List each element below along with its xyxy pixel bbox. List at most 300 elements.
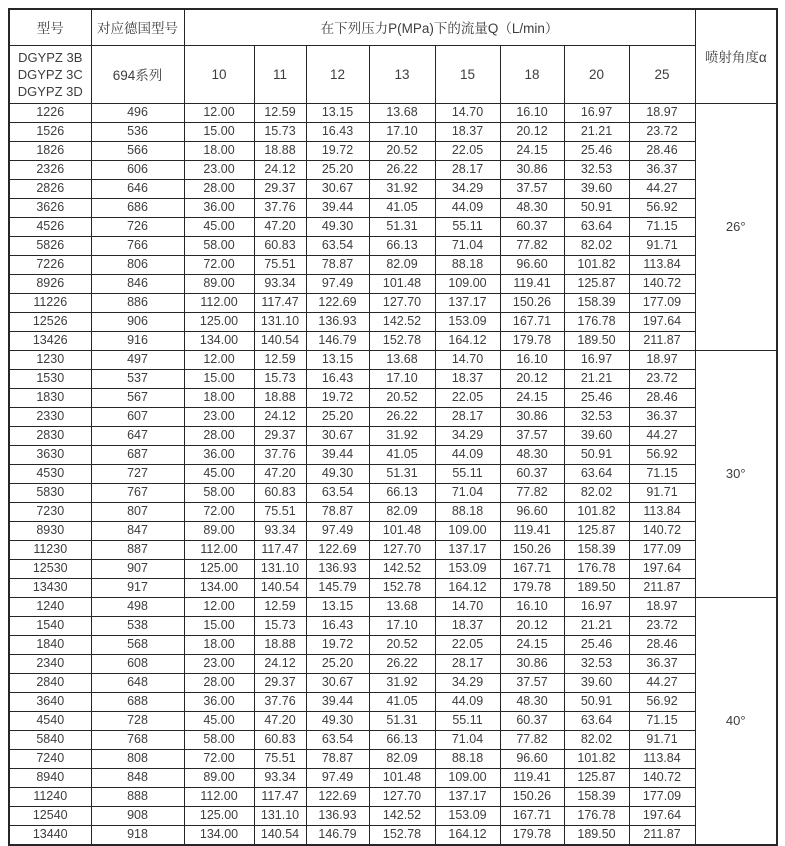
flow-cell: 211.87 bbox=[629, 825, 695, 845]
flow-cell: 101.82 bbox=[564, 255, 629, 274]
flow-cell: 22.05 bbox=[435, 141, 500, 160]
flow-cell: 71.15 bbox=[629, 711, 695, 730]
flow-cell: 18.88 bbox=[254, 388, 306, 407]
spray-angle-column-header: 喷射角度α bbox=[695, 9, 777, 103]
flow-cell: 82.02 bbox=[564, 236, 629, 255]
german-model-column-header: 对应德国型号 bbox=[91, 9, 184, 45]
german-model-cell: 498 bbox=[91, 597, 184, 616]
german-model-cell: 728 bbox=[91, 711, 184, 730]
flow-cell: 18.97 bbox=[629, 103, 695, 122]
flow-cell: 197.64 bbox=[629, 559, 695, 578]
flow-cell: 39.60 bbox=[564, 673, 629, 692]
table-row bbox=[9, 635, 777, 654]
flow-title-header: 在下列压力P(MPa)下的流量Q（L/min） bbox=[184, 9, 695, 45]
flow-cell: 24.15 bbox=[500, 141, 564, 160]
flow-cell: 37.57 bbox=[500, 673, 564, 692]
flow-cell: 16.43 bbox=[306, 369, 369, 388]
flow-cell: 93.34 bbox=[254, 274, 306, 293]
flow-cell: 134.00 bbox=[184, 331, 254, 350]
flow-cell: 56.92 bbox=[629, 692, 695, 711]
flow-cell: 93.34 bbox=[254, 521, 306, 540]
flow-cell: 93.34 bbox=[254, 768, 306, 787]
flow-cell: 131.10 bbox=[254, 806, 306, 825]
flow-cell: 25.46 bbox=[564, 388, 629, 407]
german-model-cell: 648 bbox=[91, 673, 184, 692]
table-row bbox=[9, 692, 777, 711]
flow-cell: 16.43 bbox=[306, 616, 369, 635]
flow-cell: 37.76 bbox=[254, 692, 306, 711]
flow-cell: 18.00 bbox=[184, 388, 254, 407]
flow-cell: 37.76 bbox=[254, 198, 306, 217]
table-row bbox=[9, 388, 777, 407]
german-model-cell: 537 bbox=[91, 369, 184, 388]
flow-cell: 140.54 bbox=[254, 331, 306, 350]
flow-cell: 137.17 bbox=[435, 540, 500, 559]
flow-cell: 48.30 bbox=[500, 692, 564, 711]
table-row bbox=[9, 711, 777, 730]
flow-cell: 75.51 bbox=[254, 749, 306, 768]
table-row bbox=[9, 616, 777, 635]
flow-cell: 36.37 bbox=[629, 160, 695, 179]
german-model-cell: 608 bbox=[91, 654, 184, 673]
flow-cell: 117.47 bbox=[254, 787, 306, 806]
model-cell: 7240 bbox=[9, 749, 91, 768]
german-model-cell: 767 bbox=[91, 483, 184, 502]
flow-cell: 211.87 bbox=[629, 578, 695, 597]
flow-cell: 150.26 bbox=[500, 540, 564, 559]
german-model-cell: 606 bbox=[91, 160, 184, 179]
flow-cell: 25.20 bbox=[306, 654, 369, 673]
flow-cell: 158.39 bbox=[564, 540, 629, 559]
table-row bbox=[9, 141, 777, 160]
flow-cell: 82.09 bbox=[369, 502, 435, 521]
model-cell: 13440 bbox=[9, 825, 91, 845]
table-row bbox=[9, 198, 777, 217]
spray-angle-cell: 30° bbox=[695, 350, 777, 597]
model-cell: 5830 bbox=[9, 483, 91, 502]
flow-cell: 127.70 bbox=[369, 787, 435, 806]
flow-cell: 150.26 bbox=[500, 787, 564, 806]
flow-cell: 63.54 bbox=[306, 236, 369, 255]
flow-cell: 32.53 bbox=[564, 407, 629, 426]
flow-cell: 56.92 bbox=[629, 198, 695, 217]
table-row bbox=[9, 274, 777, 293]
flow-cell: 119.41 bbox=[500, 274, 564, 293]
flow-cell: 189.50 bbox=[564, 331, 629, 350]
german-model-cell: 908 bbox=[91, 806, 184, 825]
german-model-cell: 846 bbox=[91, 274, 184, 293]
flow-cell: 197.64 bbox=[629, 806, 695, 825]
flow-cell: 97.49 bbox=[306, 768, 369, 787]
table-row bbox=[9, 407, 777, 426]
flow-cell: 109.00 bbox=[435, 768, 500, 787]
table-row bbox=[9, 464, 777, 483]
flow-cell: 44.09 bbox=[435, 445, 500, 464]
flow-cell: 12.59 bbox=[254, 350, 306, 369]
flow-cell: 18.88 bbox=[254, 141, 306, 160]
flow-cell: 136.93 bbox=[306, 806, 369, 825]
flow-cell: 50.91 bbox=[564, 445, 629, 464]
flow-cell: 164.12 bbox=[435, 825, 500, 845]
flow-cell: 109.00 bbox=[435, 274, 500, 293]
flow-cell: 88.18 bbox=[435, 502, 500, 521]
model-cell: 4530 bbox=[9, 464, 91, 483]
flow-cell: 60.37 bbox=[500, 711, 564, 730]
flow-cell: 66.13 bbox=[369, 483, 435, 502]
flow-cell: 19.72 bbox=[306, 141, 369, 160]
flow-cell: 119.41 bbox=[500, 768, 564, 787]
flow-cell: 32.53 bbox=[564, 160, 629, 179]
german-model-cell: 566 bbox=[91, 141, 184, 160]
table-row bbox=[9, 483, 777, 502]
flow-cell: 28.17 bbox=[435, 654, 500, 673]
flow-cell: 113.84 bbox=[629, 255, 695, 274]
flow-cell: 28.00 bbox=[184, 673, 254, 692]
flow-cell: 36.00 bbox=[184, 198, 254, 217]
german-model-cell: 766 bbox=[91, 236, 184, 255]
flow-cell: 179.78 bbox=[500, 331, 564, 350]
flow-cell: 19.72 bbox=[306, 635, 369, 654]
header-row-1 bbox=[9, 9, 777, 45]
german-model-cell: 607 bbox=[91, 407, 184, 426]
flow-cell: 189.50 bbox=[564, 825, 629, 845]
flow-cell: 51.31 bbox=[369, 217, 435, 236]
flow-cell: 153.09 bbox=[435, 559, 500, 578]
flow-cell: 96.60 bbox=[500, 502, 564, 521]
flow-cell: 89.00 bbox=[184, 521, 254, 540]
model-cell: 1840 bbox=[9, 635, 91, 654]
flow-cell: 91.71 bbox=[629, 236, 695, 255]
flow-cell: 32.53 bbox=[564, 654, 629, 673]
flow-cell: 145.79 bbox=[306, 578, 369, 597]
german-model-cell: 807 bbox=[91, 502, 184, 521]
flow-cell: 78.87 bbox=[306, 502, 369, 521]
flow-cell: 24.15 bbox=[500, 635, 564, 654]
flow-cell: 51.31 bbox=[369, 711, 435, 730]
pressure-header-11: 11 bbox=[254, 45, 306, 103]
table-row bbox=[9, 445, 777, 464]
flow-cell: 77.82 bbox=[500, 730, 564, 749]
flow-cell: 30.86 bbox=[500, 160, 564, 179]
flow-cell: 28.46 bbox=[629, 635, 695, 654]
flow-cell: 63.64 bbox=[564, 711, 629, 730]
flow-spec-table bbox=[8, 8, 778, 846]
flow-cell: 112.00 bbox=[184, 540, 254, 559]
flow-cell: 131.10 bbox=[254, 559, 306, 578]
model-cell: 5840 bbox=[9, 730, 91, 749]
flow-cell: 82.02 bbox=[564, 483, 629, 502]
table-body bbox=[9, 103, 777, 845]
model-cell: 8940 bbox=[9, 768, 91, 787]
model-cell: 1826 bbox=[9, 141, 91, 160]
model-cell: 2330 bbox=[9, 407, 91, 426]
flow-cell: 153.09 bbox=[435, 312, 500, 331]
flow-cell: 153.09 bbox=[435, 806, 500, 825]
flow-cell: 12.00 bbox=[184, 350, 254, 369]
german-model-cell: 567 bbox=[91, 388, 184, 407]
flow-cell: 71.04 bbox=[435, 483, 500, 502]
flow-cell: 113.84 bbox=[629, 502, 695, 521]
flow-cell: 72.00 bbox=[184, 502, 254, 521]
flow-cell: 36.37 bbox=[629, 654, 695, 673]
flow-cell: 21.21 bbox=[564, 369, 629, 388]
flow-cell: 39.60 bbox=[564, 426, 629, 445]
table-row bbox=[9, 369, 777, 388]
flow-cell: 146.79 bbox=[306, 825, 369, 845]
table-row bbox=[9, 654, 777, 673]
pressure-header-13: 13 bbox=[369, 45, 435, 103]
table-row bbox=[9, 806, 777, 825]
flow-cell: 20.12 bbox=[500, 122, 564, 141]
flow-cell: 176.78 bbox=[564, 312, 629, 331]
flow-cell: 17.10 bbox=[369, 369, 435, 388]
german-model-cell: 847 bbox=[91, 521, 184, 540]
model-cell: 1530 bbox=[9, 369, 91, 388]
flow-cell: 96.60 bbox=[500, 749, 564, 768]
german-model-cell: 538 bbox=[91, 616, 184, 635]
model-cell: 7230 bbox=[9, 502, 91, 521]
flow-cell: 37.57 bbox=[500, 426, 564, 445]
model-cell: 8930 bbox=[9, 521, 91, 540]
model-cell: 13430 bbox=[9, 578, 91, 597]
model-cell: 2340 bbox=[9, 654, 91, 673]
flow-cell: 23.72 bbox=[629, 122, 695, 141]
table-row bbox=[9, 255, 777, 274]
flow-cell: 18.88 bbox=[254, 635, 306, 654]
flow-cell: 19.72 bbox=[306, 388, 369, 407]
pressure-header-15: 15 bbox=[435, 45, 500, 103]
flow-cell: 97.49 bbox=[306, 521, 369, 540]
flow-cell: 150.26 bbox=[500, 293, 564, 312]
flow-cell: 176.78 bbox=[564, 806, 629, 825]
flow-cell: 28.17 bbox=[435, 407, 500, 426]
flow-cell: 177.09 bbox=[629, 787, 695, 806]
flow-cell: 125.00 bbox=[184, 559, 254, 578]
flow-cell: 24.12 bbox=[254, 654, 306, 673]
flow-cell: 176.78 bbox=[564, 559, 629, 578]
flow-cell: 51.31 bbox=[369, 464, 435, 483]
flow-cell: 101.48 bbox=[369, 521, 435, 540]
flow-cell: 45.00 bbox=[184, 711, 254, 730]
flow-cell: 101.82 bbox=[564, 502, 629, 521]
flow-cell: 15.73 bbox=[254, 616, 306, 635]
flow-cell: 140.72 bbox=[629, 768, 695, 787]
model-cell: 8926 bbox=[9, 274, 91, 293]
flow-cell: 60.83 bbox=[254, 730, 306, 749]
flow-cell: 125.87 bbox=[564, 768, 629, 787]
table-row bbox=[9, 787, 777, 806]
flow-cell: 72.00 bbox=[184, 749, 254, 768]
german-model-cell: 647 bbox=[91, 426, 184, 445]
flow-cell: 179.78 bbox=[500, 825, 564, 845]
flow-cell: 60.83 bbox=[254, 483, 306, 502]
german-model-cell: 918 bbox=[91, 825, 184, 845]
flow-cell: 142.52 bbox=[369, 559, 435, 578]
flow-cell: 112.00 bbox=[184, 787, 254, 806]
model-cell: 4526 bbox=[9, 217, 91, 236]
table-row bbox=[9, 160, 777, 179]
flow-cell: 56.92 bbox=[629, 445, 695, 464]
table-row bbox=[9, 312, 777, 331]
german-model-cell: 886 bbox=[91, 293, 184, 312]
flow-cell: 50.91 bbox=[564, 198, 629, 217]
flow-cell: 125.87 bbox=[564, 274, 629, 293]
flow-cell: 28.17 bbox=[435, 160, 500, 179]
flow-cell: 44.27 bbox=[629, 673, 695, 692]
flow-cell: 82.09 bbox=[369, 255, 435, 274]
flow-cell: 75.51 bbox=[254, 255, 306, 274]
model-series-line-2: DGYPZ 3C bbox=[17, 66, 83, 82]
flow-cell: 25.20 bbox=[306, 160, 369, 179]
model-cell: 1230 bbox=[9, 350, 91, 369]
flow-cell: 49.30 bbox=[306, 464, 369, 483]
flow-cell: 24.12 bbox=[254, 407, 306, 426]
table-row bbox=[9, 578, 777, 597]
table-row bbox=[9, 293, 777, 312]
flow-cell: 96.60 bbox=[500, 255, 564, 274]
flow-cell: 39.44 bbox=[306, 198, 369, 217]
flow-cell: 91.71 bbox=[629, 730, 695, 749]
flow-cell: 78.87 bbox=[306, 255, 369, 274]
flow-cell: 71.15 bbox=[629, 217, 695, 236]
model-cell: 11230 bbox=[9, 540, 91, 559]
german-model-cell: 808 bbox=[91, 749, 184, 768]
flow-cell: 36.00 bbox=[184, 445, 254, 464]
flow-cell: 16.97 bbox=[564, 597, 629, 616]
flow-cell: 44.09 bbox=[435, 198, 500, 217]
flow-cell: 25.46 bbox=[564, 635, 629, 654]
flow-cell: 30.86 bbox=[500, 654, 564, 673]
german-model-cell: 888 bbox=[91, 787, 184, 806]
flow-cell: 25.20 bbox=[306, 407, 369, 426]
model-cell: 5826 bbox=[9, 236, 91, 255]
flow-cell: 89.00 bbox=[184, 274, 254, 293]
table-row bbox=[9, 179, 777, 198]
flow-cell: 117.47 bbox=[254, 540, 306, 559]
flow-cell: 45.00 bbox=[184, 217, 254, 236]
flow-cell: 20.52 bbox=[369, 388, 435, 407]
table-row bbox=[9, 217, 777, 236]
flow-cell: 101.82 bbox=[564, 749, 629, 768]
german-model-cell: 496 bbox=[91, 103, 184, 122]
german-model-cell: 686 bbox=[91, 198, 184, 217]
pressure-header-25: 25 bbox=[629, 45, 695, 103]
flow-cell: 15.73 bbox=[254, 122, 306, 141]
pressure-header-20: 20 bbox=[564, 45, 629, 103]
flow-cell: 72.00 bbox=[184, 255, 254, 274]
flow-cell: 177.09 bbox=[629, 293, 695, 312]
flow-cell: 88.18 bbox=[435, 255, 500, 274]
flow-cell: 45.00 bbox=[184, 464, 254, 483]
flow-cell: 31.92 bbox=[369, 673, 435, 692]
flow-cell: 146.79 bbox=[306, 331, 369, 350]
flow-cell: 71.04 bbox=[435, 236, 500, 255]
flow-cell: 22.05 bbox=[435, 388, 500, 407]
flow-cell: 17.10 bbox=[369, 122, 435, 141]
flow-cell: 142.52 bbox=[369, 312, 435, 331]
flow-cell: 164.12 bbox=[435, 331, 500, 350]
flow-cell: 25.46 bbox=[564, 141, 629, 160]
flow-cell: 18.97 bbox=[629, 350, 695, 369]
flow-cell: 30.67 bbox=[306, 673, 369, 692]
flow-cell: 89.00 bbox=[184, 768, 254, 787]
german-model-cell: 536 bbox=[91, 122, 184, 141]
flow-cell: 109.00 bbox=[435, 521, 500, 540]
flow-cell: 24.15 bbox=[500, 388, 564, 407]
flow-cell: 134.00 bbox=[184, 578, 254, 597]
flow-cell: 127.70 bbox=[369, 293, 435, 312]
flow-cell: 158.39 bbox=[564, 787, 629, 806]
model-cell: 11226 bbox=[9, 293, 91, 312]
flow-cell: 158.39 bbox=[564, 293, 629, 312]
model-cell: 1526 bbox=[9, 122, 91, 141]
flow-cell: 142.52 bbox=[369, 806, 435, 825]
flow-cell: 29.37 bbox=[254, 673, 306, 692]
flow-cell: 23.72 bbox=[629, 616, 695, 635]
model-cell: 1226 bbox=[9, 103, 91, 122]
flow-cell: 152.78 bbox=[369, 331, 435, 350]
german-model-cell: 727 bbox=[91, 464, 184, 483]
flow-cell: 23.00 bbox=[184, 654, 254, 673]
flow-cell: 167.71 bbox=[500, 312, 564, 331]
german-model-cell: 907 bbox=[91, 559, 184, 578]
german-model-cell: 916 bbox=[91, 331, 184, 350]
flow-cell: 34.29 bbox=[435, 673, 500, 692]
flow-cell: 152.78 bbox=[369, 825, 435, 845]
flow-cell: 18.37 bbox=[435, 122, 500, 141]
flow-cell: 39.44 bbox=[306, 445, 369, 464]
flow-cell: 15.00 bbox=[184, 122, 254, 141]
model-cell: 3640 bbox=[9, 692, 91, 711]
german-model-cell: 806 bbox=[91, 255, 184, 274]
german-model-cell: 726 bbox=[91, 217, 184, 236]
flow-cell: 91.71 bbox=[629, 483, 695, 502]
flow-cell: 125.00 bbox=[184, 806, 254, 825]
model-cell: 3626 bbox=[9, 198, 91, 217]
flow-cell: 13.68 bbox=[369, 597, 435, 616]
table-row bbox=[9, 502, 777, 521]
flow-cell: 63.64 bbox=[564, 217, 629, 236]
flow-cell: 16.10 bbox=[500, 350, 564, 369]
flow-cell: 119.41 bbox=[500, 521, 564, 540]
table-row bbox=[9, 426, 777, 445]
flow-cell: 77.82 bbox=[500, 483, 564, 502]
flow-cell: 71.15 bbox=[629, 464, 695, 483]
model-cell: 12540 bbox=[9, 806, 91, 825]
flow-cell: 167.71 bbox=[500, 806, 564, 825]
flow-cell: 189.50 bbox=[564, 578, 629, 597]
table-row bbox=[9, 122, 777, 141]
flow-cell: 39.60 bbox=[564, 179, 629, 198]
flow-cell: 47.20 bbox=[254, 711, 306, 730]
flow-cell: 13.15 bbox=[306, 350, 369, 369]
flow-cell: 31.92 bbox=[369, 426, 435, 445]
german-model-cell: 848 bbox=[91, 768, 184, 787]
flow-cell: 20.12 bbox=[500, 616, 564, 635]
flow-cell: 17.10 bbox=[369, 616, 435, 635]
flow-cell: 26.22 bbox=[369, 654, 435, 673]
flow-cell: 28.00 bbox=[184, 179, 254, 198]
flow-cell: 140.54 bbox=[254, 825, 306, 845]
flow-cell: 152.78 bbox=[369, 578, 435, 597]
flow-cell: 60.37 bbox=[500, 217, 564, 236]
pressure-header-18: 18 bbox=[500, 45, 564, 103]
model-column-header: 型号 bbox=[9, 9, 91, 45]
flow-cell: 49.30 bbox=[306, 711, 369, 730]
flow-cell: 13.15 bbox=[306, 597, 369, 616]
table-row bbox=[9, 730, 777, 749]
flow-cell: 14.70 bbox=[435, 103, 500, 122]
